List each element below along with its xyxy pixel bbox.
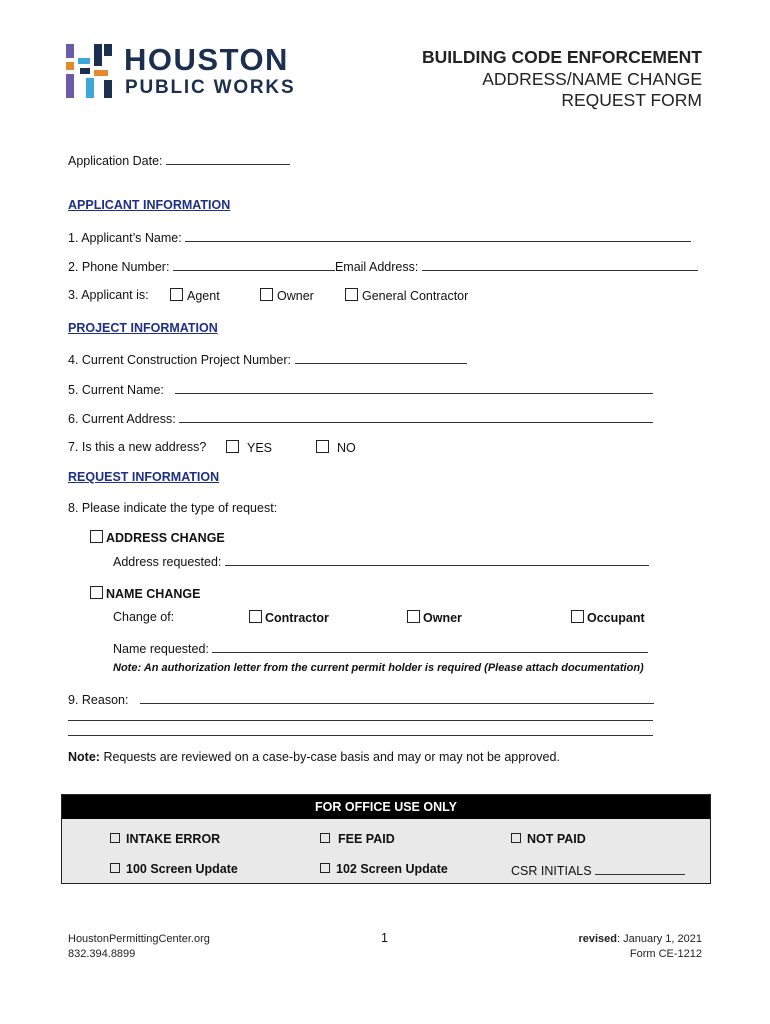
new-address-yes-option[interactable] <box>226 440 272 455</box>
not-paid-item[interactable] <box>511 832 586 846</box>
fee-paid-checkbox[interactable] <box>320 833 330 843</box>
general-contractor-label: General Contractor <box>362 289 469 303</box>
reason-row <box>68 691 654 707</box>
new-address-no-option[interactable] <box>316 440 356 455</box>
project-number-field[interactable] <box>295 351 467 364</box>
reason-line2-row <box>68 708 653 724</box>
screen-100-item[interactable] <box>110 862 238 876</box>
address-change-checkbox[interactable] <box>90 530 103 543</box>
name-requested-row <box>113 640 648 656</box>
agent-label: Agent <box>187 289 220 303</box>
form-title: BUILDING CODE ENFORCEMENT <box>422 47 702 67</box>
form-subtitle-line1: ADDRESS/NAME CHANGE <box>482 69 702 89</box>
review-note-text: Requests are reviewed on a case-by-case basis and may or may not be approved. <box>103 750 560 764</box>
screen-100-label: 100 Screen Update <box>126 862 238 876</box>
not-paid-label: NOT PAID <box>527 832 586 846</box>
office-use-heading: FOR OFFICE USE ONLY <box>62 795 710 819</box>
screen-102-checkbox[interactable] <box>320 863 330 873</box>
applicant-agent-option[interactable] <box>170 288 220 303</box>
current-address-label: 6. Current Address: <box>68 412 176 426</box>
houston-public-works-logo <box>66 44 326 104</box>
logo-text-public-works: PUBLIC WORKS <box>125 77 296 98</box>
current-name-label: 5. Current Name: <box>68 383 164 397</box>
application-date-row <box>68 152 290 168</box>
form-subtitle-line2: REQUEST FORM <box>561 90 702 110</box>
change-owner-checkbox[interactable] <box>407 610 420 623</box>
fee-paid-item[interactable] <box>320 832 395 846</box>
occupant-checkbox[interactable] <box>571 610 584 623</box>
revised-label: revised <box>578 933 617 945</box>
change-of-occupant-option[interactable] <box>571 610 645 625</box>
screen-100-checkbox[interactable] <box>110 863 120 873</box>
contractor-label: Contractor <box>265 611 329 625</box>
reason-field-line2[interactable] <box>68 708 653 721</box>
change-of-label: Change of: <box>113 610 175 624</box>
csr-initials-label: CSR INITIALS <box>511 864 592 878</box>
current-address-row <box>68 410 653 426</box>
phone-label: 2. Phone Number: <box>68 260 170 274</box>
application-date-field[interactable] <box>166 152 290 165</box>
change-owner-label: Owner <box>423 611 462 625</box>
screen-102-item[interactable] <box>320 862 448 876</box>
footer-website: HoustonPermittingCenter.org <box>68 933 210 945</box>
current-name-field[interactable] <box>175 381 653 394</box>
application-date-label: Application Date: <box>68 154 163 168</box>
not-paid-checkbox[interactable] <box>511 833 521 843</box>
agent-checkbox[interactable] <box>170 288 183 301</box>
footer-revised <box>578 933 702 945</box>
applicant-is-label: 3. Applicant is: <box>68 288 149 302</box>
review-note-label: Note: <box>68 750 100 764</box>
reason-line3-row <box>68 723 653 739</box>
applicant-information-heading: APPLICANT INFORMATION <box>68 198 231 212</box>
page-number: 1 <box>381 931 388 945</box>
phone-field[interactable] <box>173 258 335 271</box>
authorization-note: Note: An authorization letter from the current permit holder is required (Please attach documentation) <box>113 662 644 674</box>
applicant-contractor-option[interactable] <box>345 288 468 303</box>
intake-error-label: INTAKE ERROR <box>126 832 221 846</box>
intake-error-checkbox[interactable] <box>110 833 120 843</box>
applicant-name-field[interactable] <box>185 229 691 242</box>
change-of-owner-option[interactable] <box>407 610 462 625</box>
fee-paid-label: FEE PAID <box>338 832 395 846</box>
name-change-label: NAME CHANGE <box>106 587 201 601</box>
csr-initials-field[interactable] <box>595 862 685 875</box>
general-contractor-checkbox[interactable] <box>345 288 358 301</box>
change-of-contractor-option[interactable] <box>249 610 329 625</box>
name-change-checkbox[interactable] <box>90 586 103 599</box>
address-requested-label: Address requested: <box>113 555 222 569</box>
new-address-label: 7. Is this a new address? <box>68 440 207 454</box>
occupant-label: Occupant <box>587 611 645 625</box>
request-information-heading: REQUEST INFORMATION <box>68 470 220 484</box>
no-label: NO <box>337 441 356 455</box>
phone-email-row <box>68 258 698 274</box>
screen-102-label: 102 Screen Update <box>336 862 448 876</box>
current-name-row <box>68 381 653 397</box>
yes-label: YES <box>247 441 273 455</box>
project-number-row <box>68 351 467 367</box>
office-use-box <box>61 794 711 884</box>
owner-checkbox[interactable] <box>260 288 273 301</box>
address-change-label: ADDRESS CHANGE <box>106 531 225 545</box>
name-change-option[interactable] <box>90 586 200 601</box>
revised-date: : January 1, 2021 <box>616 933 702 945</box>
form-number: Form CE-1212 <box>629 948 702 960</box>
reason-field-line3[interactable] <box>68 723 653 736</box>
logo-text-houston: HOUSTON <box>124 42 289 77</box>
applicant-owner-option[interactable] <box>260 288 314 303</box>
email-field[interactable] <box>422 258 698 271</box>
current-address-field[interactable] <box>179 410 653 423</box>
applicant-name-label: 1. Applicant’s Name: <box>68 231 182 245</box>
address-change-option[interactable] <box>90 530 225 545</box>
project-number-label: 4. Current Construction Project Number: <box>68 353 292 367</box>
review-note-row <box>68 750 560 764</box>
reason-field-line1[interactable] <box>140 691 654 704</box>
yes-checkbox[interactable] <box>226 440 239 453</box>
logo-mark-icon <box>66 44 118 100</box>
reason-label: 9. Reason: <box>68 693 129 707</box>
no-checkbox[interactable] <box>316 440 329 453</box>
request-type-label: 8. Please indicate the type of request: <box>68 501 278 515</box>
applicant-name-row <box>68 229 691 245</box>
email-label: Email Address: <box>334 260 419 274</box>
csr-initials-row <box>511 862 685 878</box>
address-requested-field[interactable] <box>225 553 649 566</box>
name-requested-label: Name requested: <box>113 642 209 656</box>
name-requested-field[interactable] <box>212 640 648 653</box>
footer-phone: 832.394.8899 <box>68 948 136 960</box>
owner-label: Owner <box>277 289 314 303</box>
contractor-checkbox[interactable] <box>249 610 262 623</box>
intake-error-item[interactable] <box>110 832 220 846</box>
address-requested-row <box>113 553 649 569</box>
project-information-heading: PROJECT INFORMATION <box>68 321 218 335</box>
